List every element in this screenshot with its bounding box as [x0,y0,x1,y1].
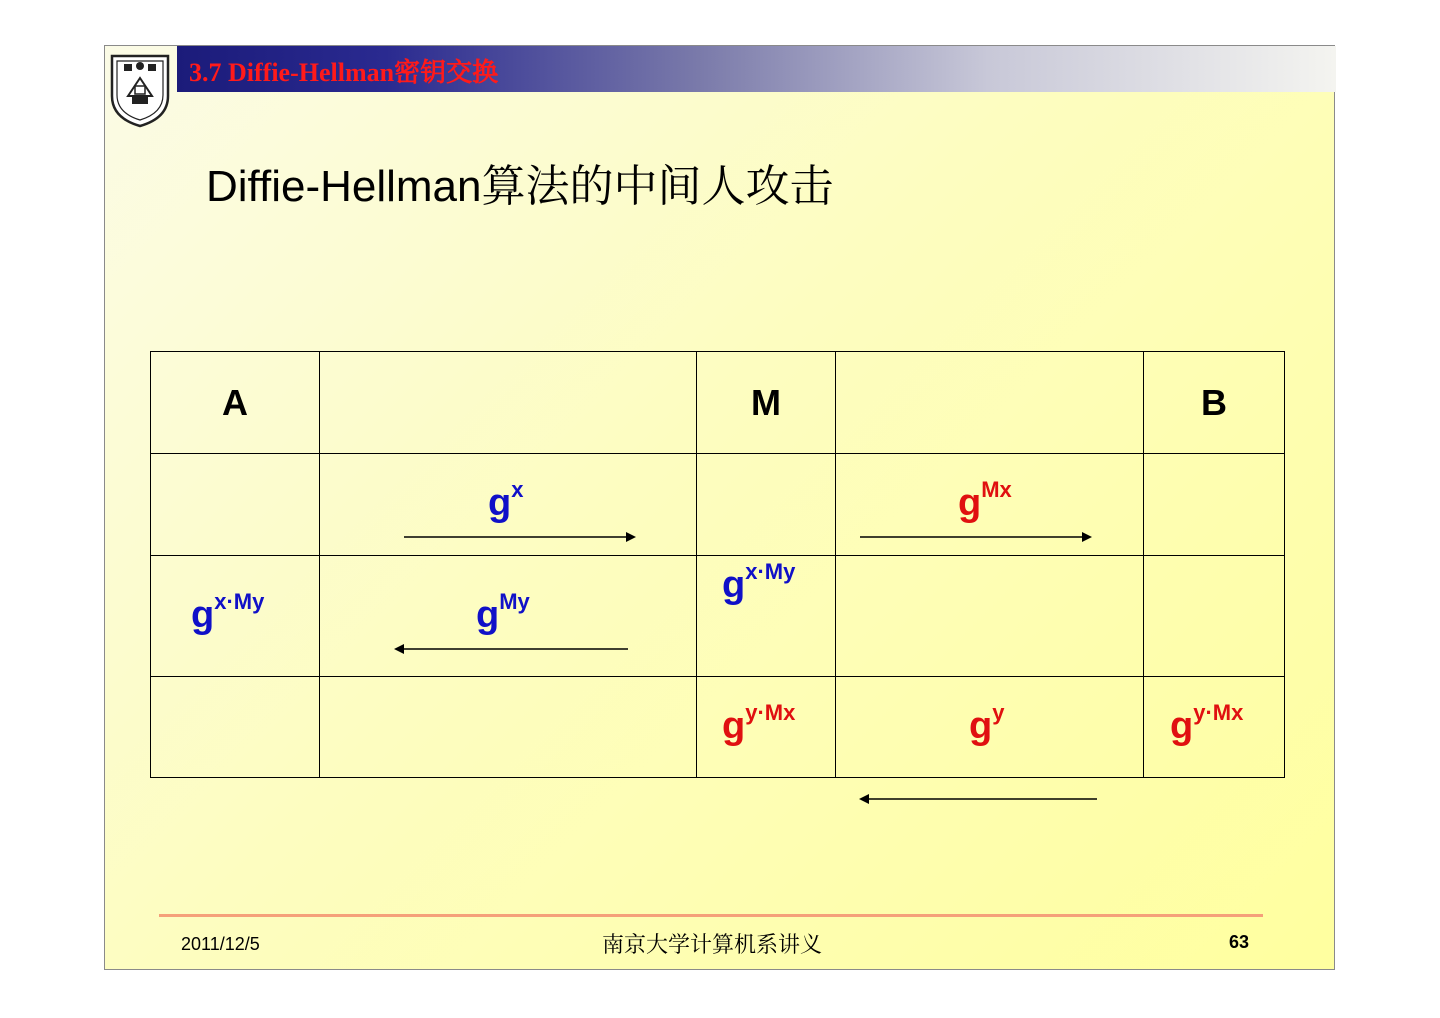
key-m-with-b: $g^{y\cdot Mx}$ [722,700,796,747]
empty-cell [151,677,320,778]
page-title: Diffie-Hellman算法的中间人攻击 [206,162,834,211]
message-cell [836,454,1144,556]
university-seal-icon [108,52,172,128]
arrow-right-icon [860,530,1096,544]
arrow-left-icon [857,792,1101,806]
empty-cell [836,352,1144,454]
page-number: 63 [1229,932,1250,952]
key-cell [1144,677,1285,778]
message-a-to-m: $g^x$ [488,477,524,524]
message-m-to-a: $g^{My}$ [476,589,530,636]
message-cell [836,677,1144,778]
slide [104,45,1335,970]
table-row [151,556,1285,677]
message-b-to-m: $g^y$ [969,700,1005,747]
footer-date: 2011/12/5 [181,934,260,954]
key-b: $g^{y\cdot Mx}$ [1170,700,1244,747]
header-b: B [1144,352,1285,454]
footer-course: 南京大学计算机系讲义 [602,932,823,957]
arrow-left-icon [392,642,632,656]
empty-cell [1144,556,1285,677]
arrow-right-icon [404,530,640,544]
table-row [151,677,1285,778]
message-cell [320,454,697,556]
key-cell [697,556,836,677]
empty-cell [1144,454,1285,556]
header-m: M [697,352,836,454]
key-m-with-a: $g^{x\cdot My}$ [722,559,796,606]
message-m-to-b: $g^{Mx}$ [958,477,1012,524]
header-a: A [151,352,320,454]
empty-cell [320,677,697,778]
empty-cell [320,352,697,454]
empty-cell [697,454,836,556]
header-title: 3.7 Diffie-Hellman密钥交换 [189,58,499,87]
footer-divider [159,914,1263,917]
message-cell [320,556,697,677]
key-cell [697,677,836,778]
table-row [151,352,1285,454]
key-cell [151,556,320,677]
mitm-table [150,351,1285,778]
table-row [151,454,1285,556]
empty-cell [151,454,320,556]
empty-cell [836,556,1144,677]
key-a: $g^{x\cdot My}$ [191,589,265,636]
